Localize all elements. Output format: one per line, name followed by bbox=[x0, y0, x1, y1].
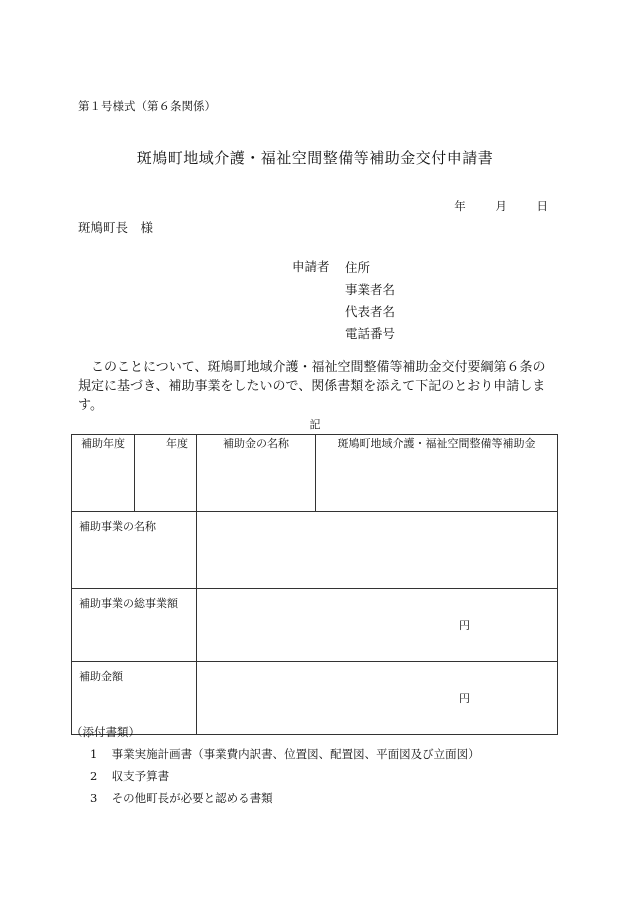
table-row bbox=[72, 512, 558, 589]
date-day: 日 bbox=[536, 199, 548, 213]
ki-heading: 記 bbox=[309, 418, 321, 431]
total-cost-unit: 円 bbox=[459, 619, 470, 632]
date-month: 月 bbox=[495, 199, 507, 213]
attachment-number: 3 bbox=[90, 791, 98, 805]
subsidy-amount-label: 補助金額 bbox=[72, 662, 197, 735]
project-name-label: 補助事業の名称 bbox=[72, 512, 197, 589]
date-year: 年 bbox=[454, 199, 466, 213]
attachment-text: その他町長が必要と認める書類 bbox=[111, 791, 273, 805]
subsidy-name-value: 斑鳩町地域介護・福祉空間整備等補助金 bbox=[316, 435, 558, 512]
attachments-list bbox=[90, 743, 480, 809]
attachment-number: 1 bbox=[90, 747, 98, 761]
table-row bbox=[72, 662, 558, 735]
page-title: 斑鳩町地域介護・福祉空間整備等補助金交付申請書 bbox=[136, 149, 494, 167]
date-line bbox=[454, 198, 548, 214]
applicant-label: 申請者 bbox=[292, 259, 330, 274]
applicant-fields bbox=[345, 257, 395, 345]
subsidy-amount-field[interactable] bbox=[197, 662, 558, 735]
list-item bbox=[90, 765, 480, 787]
applicant-business-name-label: 事業者名 bbox=[345, 282, 396, 297]
fiscal-year-field[interactable]: 年度 bbox=[135, 435, 197, 512]
application-body-text: このことについて、斑鳩町地域介護・福祉空間整備等補助金交付要綱第６条の規定に基づき、補助事業をしたいので、関係書類を添えて下記のとおり申請します。 bbox=[78, 360, 546, 413]
applicant-phone-label: 電話番号 bbox=[345, 326, 396, 341]
subsidy-name-label: 補助金の名称 bbox=[197, 435, 316, 512]
total-cost-field[interactable] bbox=[197, 589, 558, 662]
addressee: 斑鳩町長 様 bbox=[78, 220, 154, 235]
table-row bbox=[72, 589, 558, 662]
project-name-field[interactable] bbox=[197, 512, 558, 589]
attachment-text: 収支予算書 bbox=[111, 769, 170, 783]
applicant-address-label: 住所 bbox=[345, 260, 371, 275]
total-cost-label: 補助事業の総事業額 bbox=[72, 589, 197, 662]
application-table bbox=[71, 434, 558, 735]
subsidy-amount-unit: 円 bbox=[459, 692, 470, 705]
attachment-number: 2 bbox=[90, 769, 98, 783]
attachment-text: 事業実施計画書（事業費内訳書、位置図、配置図、平面図及び立面図） bbox=[111, 747, 480, 761]
fiscal-year-label: 補助年度 bbox=[72, 435, 135, 512]
applicant-representative-label: 代表者名 bbox=[345, 304, 396, 319]
attachments-heading: （添付書類） bbox=[71, 725, 140, 739]
list-item bbox=[90, 743, 480, 765]
list-item bbox=[90, 787, 480, 809]
form-number: 第１号様式（第６条関係） bbox=[78, 99, 216, 113]
table-row bbox=[72, 435, 558, 512]
